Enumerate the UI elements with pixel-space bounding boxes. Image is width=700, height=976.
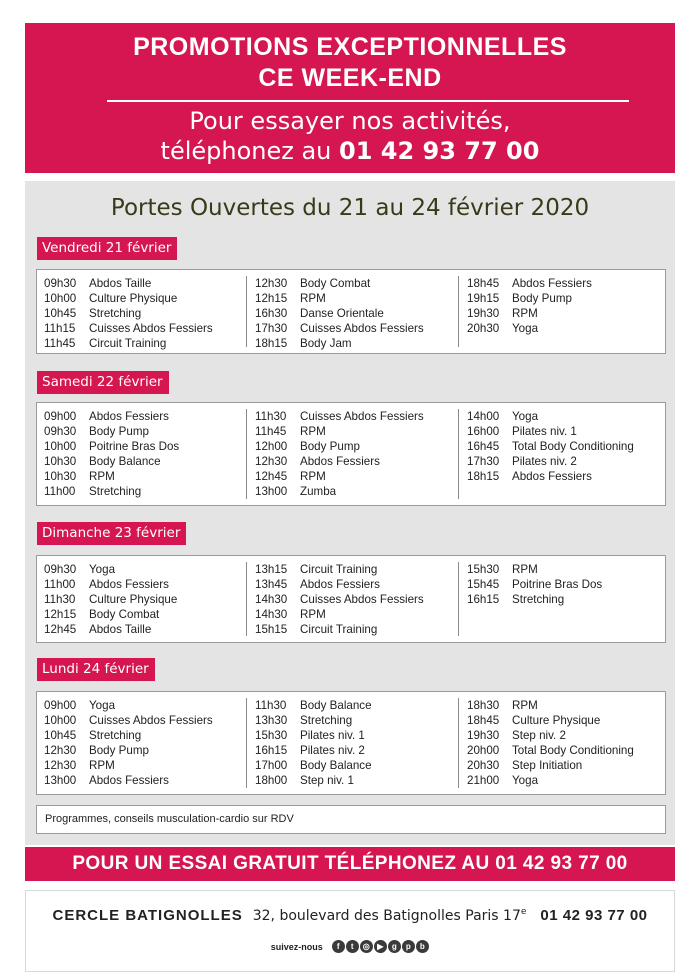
schedule-column (467, 409, 634, 484)
promo-banner (25, 23, 675, 173)
class-row (255, 728, 372, 743)
class-name: Pilates niv. 2 (300, 744, 365, 757)
class-time: 11h15 (44, 322, 76, 335)
day-schedule-dimanche (36, 555, 666, 643)
day-label-lundi: Lundi 24 février (37, 658, 155, 681)
class-time: 12h30 (255, 455, 288, 468)
schedule-column (255, 276, 424, 351)
class-time: 11h30 (255, 410, 287, 423)
class-time: 16h00 (467, 425, 500, 438)
class-name: Body Combat (89, 608, 160, 621)
schedule-column (255, 698, 372, 788)
class-time: 10h00 (44, 440, 77, 453)
class-row (255, 409, 424, 424)
column-divider (458, 562, 459, 636)
class-row (467, 306, 592, 321)
class-name: Stretching (512, 593, 565, 606)
class-row (255, 713, 372, 728)
class-row (255, 622, 424, 637)
googleplus-icon[interactable]: g (388, 940, 401, 953)
club-address-suffix: e (520, 907, 527, 918)
class-time: 18h15 (467, 470, 500, 483)
class-name: Stretching (89, 485, 142, 498)
day-schedule-samedi (36, 402, 666, 506)
class-time: 09h30 (44, 563, 77, 576)
class-row (44, 306, 213, 321)
schedule-column (467, 276, 592, 336)
class-row (255, 562, 424, 577)
class-name: Poitrine Bras Dos (89, 440, 180, 453)
class-time: 17h00 (255, 759, 288, 772)
class-time: 15h30 (467, 563, 500, 576)
footer-contact-line (26, 907, 674, 924)
day-label-dimanche: Dimanche 23 février (37, 522, 186, 545)
class-name: Yoga (89, 699, 116, 712)
class-row (467, 291, 592, 306)
class-row (255, 592, 424, 607)
schedule-column (44, 562, 177, 637)
class-row (255, 291, 424, 306)
class-row (44, 592, 177, 607)
class-row (44, 728, 213, 743)
class-row (44, 291, 213, 306)
class-name: Cuisses Abdos Fessiers (300, 593, 424, 606)
class-row (467, 424, 634, 439)
class-time: 16h15 (467, 593, 500, 606)
class-name: Cuisses Abdos Fessiers (89, 714, 213, 727)
class-name: Danse Orientale (300, 307, 384, 320)
class-name: Total Body Conditioning (512, 440, 634, 453)
free-trial-banner: POUR UN ESSAI GRATUIT TÉLÉPHONEZ AU 01 42 93 77 00 (25, 847, 675, 881)
class-time: 11h30 (255, 699, 287, 712)
class-row (467, 758, 634, 773)
class-row (255, 484, 424, 499)
class-row (255, 469, 424, 484)
class-time: 09h30 (44, 277, 77, 290)
class-row (44, 336, 213, 351)
column-divider (458, 698, 459, 788)
class-name: Stretching (300, 714, 353, 727)
class-time: 14h30 (255, 593, 288, 606)
schedule-panel (25, 181, 675, 845)
class-row (255, 758, 372, 773)
class-row (467, 698, 634, 713)
class-time: 15h30 (255, 729, 288, 742)
class-name: Body Balance (300, 699, 372, 712)
class-time: 10h30 (44, 470, 77, 483)
class-name: Abdos Taille (89, 277, 152, 290)
column-divider (246, 276, 247, 347)
class-time: 11h45 (44, 337, 76, 350)
column-divider (458, 409, 459, 499)
promo-title-line2: CE WEEK-END (258, 64, 442, 92)
class-name: Culture Physique (89, 593, 178, 606)
day-schedule-lundi (36, 691, 666, 795)
class-name: Abdos Fessiers (512, 470, 592, 483)
class-name: Total Body Conditioning (512, 744, 634, 757)
class-time: 18h30 (467, 699, 500, 712)
schedule-column (44, 698, 213, 788)
class-name: Yoga (89, 563, 116, 576)
class-time: 18h45 (467, 714, 500, 727)
class-row (44, 577, 177, 592)
day-schedule-vendredi (36, 269, 666, 354)
class-name: RPM (300, 608, 326, 621)
class-row (467, 439, 634, 454)
footer (25, 890, 675, 972)
class-time: 17h30 (255, 322, 288, 335)
class-name: Body Combat (300, 277, 371, 290)
class-time: 11h30 (44, 593, 76, 606)
class-name: Zumba (300, 485, 337, 498)
class-name: Body Pump (300, 440, 360, 453)
class-row (44, 439, 179, 454)
class-row (467, 743, 634, 758)
schedule-column (44, 276, 213, 351)
class-name: Cuisses Abdos Fessiers (300, 322, 424, 335)
class-row (255, 306, 424, 321)
class-name: Yoga (512, 322, 539, 335)
class-name: Culture Physique (89, 292, 178, 305)
class-name: Abdos Fessiers (300, 455, 380, 468)
class-row (255, 577, 424, 592)
class-name: Step niv. 1 (300, 774, 354, 787)
class-row (467, 276, 592, 291)
class-time: 13h15 (255, 563, 288, 576)
class-time: 13h45 (255, 578, 288, 591)
class-row (255, 336, 424, 351)
class-time: 12h15 (44, 608, 77, 621)
social-row (26, 940, 674, 953)
class-time: 12h00 (255, 440, 288, 453)
day-label-vendredi: Vendredi 21 février (37, 237, 177, 260)
class-time: 14h30 (255, 608, 288, 621)
class-time: 21h00 (467, 774, 500, 787)
column-divider (246, 409, 247, 499)
promo-divider (107, 100, 629, 102)
class-time: 12h30 (44, 759, 77, 772)
class-name: Body Balance (89, 455, 161, 468)
club-address-text: 32, boulevard des Batignolles Paris 17 (252, 908, 521, 924)
class-time: 10h45 (44, 729, 77, 742)
class-row (44, 276, 213, 291)
class-time: 10h30 (44, 455, 77, 468)
class-row (44, 321, 213, 336)
class-time: 16h15 (255, 744, 288, 757)
class-row (467, 321, 592, 336)
class-row (467, 562, 602, 577)
class-row (44, 469, 179, 484)
class-name: Circuit Training (89, 337, 167, 350)
twitter-icon[interactable]: t (346, 940, 359, 953)
class-time: 15h15 (255, 623, 288, 636)
class-name: RPM (512, 307, 538, 320)
class-time: 10h00 (44, 292, 77, 305)
class-name: RPM (512, 699, 538, 712)
class-name: Abdos Fessiers (300, 578, 380, 591)
class-name: Abdos Fessiers (512, 277, 592, 290)
class-time: 19h30 (467, 729, 500, 742)
class-time: 11h45 (255, 425, 287, 438)
class-time: 18h15 (255, 337, 288, 350)
class-row (44, 409, 179, 424)
column-divider (246, 562, 247, 636)
facebook-icon[interactable]: f (332, 940, 345, 953)
class-time: 19h30 (467, 307, 500, 320)
class-name: Abdos Fessiers (89, 410, 169, 423)
schedule-column (467, 698, 634, 788)
class-row (44, 484, 179, 499)
class-name: Body Jam (300, 337, 352, 350)
class-row (255, 698, 372, 713)
class-row (467, 469, 634, 484)
class-time: 12h30 (255, 277, 288, 290)
class-time: 16h45 (467, 440, 500, 453)
class-time: 09h30 (44, 425, 77, 438)
class-name: Pilates niv. 1 (512, 425, 577, 438)
class-row (255, 773, 372, 788)
column-divider (246, 698, 247, 788)
class-name: RPM (300, 292, 326, 305)
class-name: RPM (300, 470, 326, 483)
promo-subtitle-prefix: téléphonez au (160, 137, 332, 165)
programs-note: Programmes, conseils musculation-cardio sur RDV (36, 805, 666, 834)
class-row (44, 713, 213, 728)
pinterest-icon[interactable]: p (402, 940, 415, 953)
class-name: Poitrine Bras Dos (512, 578, 603, 591)
class-time: 15h45 (467, 578, 500, 591)
class-name: Stretching (89, 729, 142, 742)
class-name: Culture Physique (512, 714, 601, 727)
class-row (44, 562, 177, 577)
class-row (467, 773, 634, 788)
club-address (253, 908, 527, 924)
class-name: Pilates niv. 1 (300, 729, 365, 742)
class-time: 13h00 (255, 485, 288, 498)
class-row (255, 607, 424, 622)
promo-subtitle-line1: Pour essayer nos activités, (189, 107, 511, 135)
class-name: Circuit Training (300, 563, 378, 576)
class-time: 10h45 (44, 307, 77, 320)
class-time: 18h45 (467, 277, 500, 290)
class-name: Circuit Training (300, 623, 378, 636)
schedule-column (467, 562, 602, 607)
class-row (467, 454, 634, 469)
class-row (467, 409, 634, 424)
schedule-title: Portes Ouvertes du 21 au 24 février 2020 (110, 195, 590, 221)
class-time: 12h45 (255, 470, 288, 483)
class-time: 12h15 (255, 292, 288, 305)
class-time: 18h00 (255, 774, 288, 787)
class-name: Step niv. 2 (512, 729, 566, 742)
schedule-column (255, 409, 424, 499)
schedule-column (255, 562, 424, 637)
class-time: 20h00 (467, 744, 500, 757)
column-divider (458, 276, 459, 347)
blog-icon[interactable]: b (416, 940, 429, 953)
class-row (44, 773, 213, 788)
class-time: 16h30 (255, 307, 288, 320)
class-name: Body Pump (89, 425, 149, 438)
class-name: Body Pump (512, 292, 572, 305)
class-row (44, 454, 179, 469)
class-row (467, 592, 602, 607)
class-name: RPM (89, 470, 115, 483)
class-time: 13h30 (255, 714, 288, 727)
class-row (467, 577, 602, 592)
class-name: Abdos Fessiers (89, 774, 169, 787)
class-time: 09h00 (44, 699, 77, 712)
class-name: Body Balance (300, 759, 372, 772)
class-row (467, 728, 634, 743)
class-time: 12h30 (44, 744, 77, 757)
class-name: Abdos Fessiers (89, 578, 169, 591)
instagram-icon[interactable]: ◎ (360, 940, 373, 953)
class-row (255, 276, 424, 291)
class-row (255, 321, 424, 336)
class-time: 20h30 (467, 759, 500, 772)
class-name: Stretching (89, 307, 142, 320)
class-time: 11h00 (44, 578, 76, 591)
day-label-samedi: Samedi 22 février (37, 371, 169, 394)
class-name: Cuisses Abdos Fessiers (89, 322, 213, 335)
class-row (255, 743, 372, 758)
class-time: 11h00 (44, 485, 76, 498)
class-time: 10h00 (44, 714, 77, 727)
class-name: Yoga (512, 774, 539, 787)
promo-title-line1: PROMOTIONS EXCEPTIONNELLES (133, 33, 567, 61)
club-name: CERCLE BATIGNOLLES (52, 907, 243, 924)
class-row (255, 439, 424, 454)
class-time: 12h45 (44, 623, 77, 636)
class-time: 13h00 (44, 774, 77, 787)
class-name: RPM (300, 425, 326, 438)
class-row (255, 424, 424, 439)
schedule-column (44, 409, 179, 499)
class-name: RPM (512, 563, 538, 576)
class-name: Cuisses Abdos Fessiers (300, 410, 424, 423)
follow-label: suivez-nous (270, 941, 323, 952)
class-name: RPM (89, 759, 115, 772)
class-time: 20h30 (467, 322, 500, 335)
youtube-icon[interactable]: ▶ (374, 940, 387, 953)
class-row (44, 607, 177, 622)
class-name: Pilates niv. 2 (512, 455, 577, 468)
class-time: 09h00 (44, 410, 77, 423)
class-row (44, 622, 177, 637)
class-time: 14h00 (467, 410, 500, 423)
promo-subtitle-line2 (25, 137, 675, 165)
footer-phone[interactable]: 01 42 93 77 00 (540, 907, 648, 924)
class-time: 17h30 (467, 455, 500, 468)
class-row (44, 758, 213, 773)
class-name: Yoga (512, 410, 539, 423)
promo-phone[interactable]: 01 42 93 77 00 (339, 137, 540, 165)
class-name: Body Pump (89, 744, 149, 757)
class-name: Abdos Taille (89, 623, 152, 636)
class-name: Step Initiation (512, 759, 583, 772)
class-row (44, 743, 213, 758)
class-row (44, 698, 213, 713)
class-time: 19h15 (467, 292, 500, 305)
class-row (467, 713, 634, 728)
class-row (255, 454, 424, 469)
class-row (44, 424, 179, 439)
